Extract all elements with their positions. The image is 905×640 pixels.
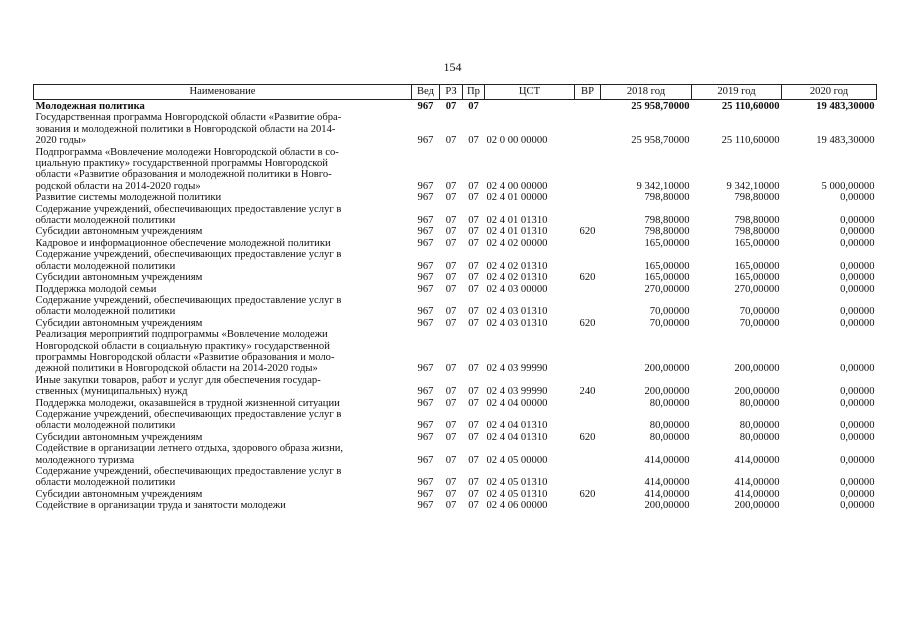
table-body xyxy=(34,100,877,512)
cell-ved: 967 xyxy=(417,283,434,295)
budget-table xyxy=(33,84,877,512)
table-row xyxy=(34,500,877,511)
header-pr: Пр xyxy=(463,85,485,100)
header-year-2020: 2020 год xyxy=(782,85,877,100)
cell-name: Субсидии автономным учреждениям xyxy=(35,272,203,284)
cell-cst: 02 4 05 01310 xyxy=(486,488,548,500)
table-row xyxy=(34,466,877,489)
cell-2019: 798,80000 xyxy=(734,192,780,204)
cell-cst: 02 0 00 00000 xyxy=(486,135,548,147)
cell-pr: 07 xyxy=(468,192,479,204)
cell-pr: 07 xyxy=(468,488,479,500)
cell-rz: 07 xyxy=(445,454,457,466)
cell-rz: 07 xyxy=(445,397,457,409)
cell-ved: 967 xyxy=(417,237,434,249)
cell-rz: 07 xyxy=(445,431,457,443)
cell-2018: 25 958,70000 xyxy=(631,135,690,147)
cell-cst: 02 4 04 01310 xyxy=(486,420,548,432)
cell-2018: 270,00000 xyxy=(644,283,690,295)
cell-pr: 07 xyxy=(468,283,479,295)
cell-vr xyxy=(575,284,601,295)
cell-2018: 25 958,70000 xyxy=(631,101,690,112)
page-number: 154 xyxy=(443,60,462,74)
cell-cst: 02 4 06 00000 xyxy=(486,500,548,512)
cell-cst: 02 4 01 01310 xyxy=(486,226,548,238)
cell-rz: 07 xyxy=(445,135,457,147)
cell-vr xyxy=(575,500,601,511)
cell-rz: 07 xyxy=(445,500,457,512)
cell-2019: 70,00000 xyxy=(739,317,780,329)
cell-rz: 07 xyxy=(445,317,457,329)
cell-2019: 25 110,60000 xyxy=(721,101,780,112)
cell-ved: 967 xyxy=(417,317,434,329)
cell-2019: 414,00000 xyxy=(734,477,780,489)
cell-vr xyxy=(575,409,601,432)
cell-name: Субсидии автономным учреждениям xyxy=(35,431,203,443)
cell-ved: 967 xyxy=(417,431,434,443)
cell-2020: 0,00000 xyxy=(840,317,875,329)
cell-name: Субсидии автономным учреждениям xyxy=(35,317,203,329)
cell-pr: 07 xyxy=(468,215,479,227)
cell-2018: 80,00000 xyxy=(649,397,690,409)
cell-2018: 798,80000 xyxy=(644,226,690,238)
cell-name: Реализация мероприятий подпрограммы «Вовлечение молодежи Новгородской области в социальную практику» государственной программы Новгородской области «Развитие образования и моло- дежной политики в Новгородской области на 2014-2020 годы» xyxy=(35,329,335,375)
cell-2018: 798,80000 xyxy=(644,192,690,204)
table-row xyxy=(34,443,877,466)
table-row xyxy=(34,272,877,283)
cell-rz: 07 xyxy=(445,180,457,192)
cell-2020: 5 000,00000 xyxy=(821,180,875,192)
cell-rz: 07 xyxy=(445,283,457,295)
table-row xyxy=(34,318,877,329)
cell-2018: 165,00000 xyxy=(644,272,690,284)
cell-2019: 165,00000 xyxy=(734,272,780,284)
cell-2020: 19 483,30000 xyxy=(816,101,875,112)
cell-2018: 414,00000 xyxy=(644,488,690,500)
cell-2020: 0,00000 xyxy=(840,215,875,227)
table-row xyxy=(34,284,877,295)
cell-cst: 02 4 03 00000 xyxy=(486,283,548,295)
cell-2020: 0,00000 xyxy=(840,237,875,249)
cell-cst: 02 4 00 00000 xyxy=(486,180,548,192)
cell-rz: 07 xyxy=(445,215,457,227)
cell-name: Государственная программа Новгородской области «Развитие обра- зования и молодежной политики в Новгородской области на 2014- 2020 годы» xyxy=(35,112,342,147)
cell-rz: 07 xyxy=(445,272,457,284)
cell-pr: 07 xyxy=(468,135,479,147)
cell-2018: 70,00000 xyxy=(649,317,690,329)
cell-2019: 165,00000 xyxy=(734,260,780,272)
cell-name: Содержание учреждений, обеспечивающих предоставление услуг в области молодежной политики xyxy=(35,294,342,318)
cell-ved: 967 xyxy=(417,101,434,112)
cell-ved: 967 xyxy=(417,397,434,409)
cell-2020: 0,00000 xyxy=(840,272,875,284)
cell-vr xyxy=(575,112,601,146)
cell-name: Содействие в организации летнего отдыха, здорового образа жизни, молодежного туризма xyxy=(35,443,344,466)
cell-2018: 414,00000 xyxy=(644,477,690,489)
cell-2020: 0,00000 xyxy=(840,283,875,295)
cell-2020: 0,00000 xyxy=(840,363,875,375)
cell-rz: 07 xyxy=(445,237,457,249)
cell-cst: 02 4 03 01310 xyxy=(486,306,548,318)
cell-vr xyxy=(575,398,601,409)
table-row xyxy=(34,375,877,398)
cell-name: Кадровое и информационное обеспечение молодежной политики xyxy=(35,237,331,249)
cell-pr: 07 xyxy=(468,237,479,249)
cell-ved: 967 xyxy=(417,215,434,227)
cell-2020: 0,00000 xyxy=(840,260,875,272)
table-row xyxy=(34,409,877,432)
cell-cst: 02 4 03 01310 xyxy=(486,317,548,329)
cell-ved: 967 xyxy=(417,386,434,398)
cell-2019: 80,00000 xyxy=(739,397,780,409)
cell-vr: 620 xyxy=(579,431,596,443)
cell-cst: 02 4 01 00000 xyxy=(486,192,548,204)
cell-2020: 0,00000 xyxy=(840,226,875,238)
cell-pr: 07 xyxy=(468,431,479,443)
cell-pr: 07 xyxy=(468,363,479,375)
table-row xyxy=(34,249,877,272)
cell-2020: 0,00000 xyxy=(840,386,875,398)
cell-name: Поддержка молодежи, оказавшейся в трудной жизненной ситуации xyxy=(35,397,340,409)
cell-2018: 80,00000 xyxy=(649,431,690,443)
cell-cst: 02 4 03 99990 xyxy=(486,386,548,398)
cell-vr xyxy=(575,100,601,113)
cell-rz: 07 xyxy=(445,306,457,318)
table-row xyxy=(34,238,877,249)
cell-2018: 200,00000 xyxy=(644,386,690,398)
table-row xyxy=(34,100,877,113)
cell-name: Содержание учреждений, обеспечивающих предоставление услуг в области молодежной политики xyxy=(35,408,342,432)
table-row xyxy=(34,147,877,193)
cell-2019: 80,00000 xyxy=(739,431,780,443)
cell-vr: 620 xyxy=(579,317,596,329)
cell-2020: 0,00000 xyxy=(840,192,875,204)
cell-ved: 967 xyxy=(417,488,434,500)
cell-2019: 80,00000 xyxy=(739,420,780,432)
cell-2019: 200,00000 xyxy=(734,386,780,398)
table-row xyxy=(34,329,877,375)
cell-2019: 798,80000 xyxy=(734,226,780,238)
cell-name: Содержание учреждений, обеспечивающих предоставление услуг в области молодежной политики xyxy=(35,466,342,489)
cell-2020: 0,00000 xyxy=(840,477,875,489)
cell-rz: 07 xyxy=(445,488,457,500)
cell-pr: 07 xyxy=(468,260,479,272)
cell-vr: 620 xyxy=(579,272,596,284)
cell-2020: 0,00000 xyxy=(840,454,875,466)
table-row xyxy=(34,204,877,227)
cell-vr xyxy=(575,204,601,227)
table-row xyxy=(34,226,877,237)
cell-2019: 200,00000 xyxy=(734,363,780,375)
cell-pr: 07 xyxy=(468,180,479,192)
cell-2018: 200,00000 xyxy=(644,363,690,375)
header-rz: РЗ xyxy=(440,85,463,100)
cell-2020: 0,00000 xyxy=(840,500,875,512)
cell-2018: 80,00000 xyxy=(649,420,690,432)
cell-2019: 25 110,60000 xyxy=(721,135,780,147)
cell-vr xyxy=(575,238,601,249)
table-row xyxy=(34,192,877,203)
cell-rz: 07 xyxy=(445,226,457,238)
table-row xyxy=(34,489,877,500)
cell-2018: 798,80000 xyxy=(644,215,690,227)
cell-2020: 19 483,30000 xyxy=(816,135,875,147)
cell-pr: 07 xyxy=(468,386,479,398)
table-row xyxy=(34,112,877,146)
cell-2019: 270,00000 xyxy=(734,283,780,295)
header-row xyxy=(34,85,877,100)
cell-ved: 967 xyxy=(417,454,434,466)
cell-2020: 0,00000 xyxy=(840,431,875,443)
cell-2020: 0,00000 xyxy=(840,488,875,500)
cell-2018: 70,00000 xyxy=(649,306,690,318)
cell-ved: 967 xyxy=(417,135,434,147)
cell-name: Молодежная политика xyxy=(35,101,145,112)
header-vr: ВР xyxy=(575,85,601,100)
cell-name: Содействие в организации труда и занятости молодежи xyxy=(35,500,286,512)
cell-cst: 02 4 04 01310 xyxy=(486,431,548,443)
cell-pr: 07 xyxy=(468,454,479,466)
cell-cst: 02 4 02 01310 xyxy=(486,272,548,284)
header-ved: Вед xyxy=(412,85,440,100)
table-row xyxy=(34,295,877,318)
cell-pr: 07 xyxy=(468,317,479,329)
cell-name: Субсидии автономным учреждениям xyxy=(35,488,203,500)
cell-name: Подпрограмма «Вовлечение молодежи Новгородской области в со- циальную практику» государственной программы Новгородской области «Развитие образования и молодежной политики в Новго- родской области на 2014-2020 годы» xyxy=(35,146,339,192)
cell-pr: 07 xyxy=(468,477,479,489)
cell-2019: 70,00000 xyxy=(739,306,780,318)
cell-rz: 07 xyxy=(445,420,457,432)
cell-vr xyxy=(575,249,601,272)
cell-vr: 620 xyxy=(579,488,596,500)
cell-name: Поддержка молодой семьи xyxy=(35,283,157,295)
cell-ved: 967 xyxy=(417,192,434,204)
table-header xyxy=(34,85,877,100)
cell-cst: 02 4 05 00000 xyxy=(486,454,548,466)
cell-rz: 07 xyxy=(445,363,457,375)
cell-pr: 07 xyxy=(468,272,479,284)
cell-ved: 967 xyxy=(417,477,434,489)
cell-ved: 967 xyxy=(417,420,434,432)
header-year-2019: 2019 год xyxy=(692,85,782,100)
cell-cst: 02 4 03 99990 xyxy=(486,363,548,375)
cell-vr xyxy=(575,295,601,318)
cell-2018: 165,00000 xyxy=(644,237,690,249)
cell-2019: 200,00000 xyxy=(734,500,780,512)
cell-name: Субсидии автономным учреждениям xyxy=(35,226,203,238)
cell-rz: 07 xyxy=(445,260,457,272)
cell-rz: 07 xyxy=(445,386,457,398)
cell-2020: 0,00000 xyxy=(840,306,875,318)
cell-ved: 967 xyxy=(417,226,434,238)
cell-ved: 967 xyxy=(417,306,434,318)
cell-2018: 200,00000 xyxy=(644,500,690,512)
cell-vr xyxy=(575,466,601,489)
header-year-2018: 2018 год xyxy=(601,85,692,100)
cell-name: Содержание учреждений, обеспечивающих предоставление услуг в области молодежной политики xyxy=(35,249,342,272)
cell-vr xyxy=(575,329,601,375)
table-row xyxy=(34,398,877,409)
cell-name: Содержание учреждений, обеспечивающих предоставление услуг в области молодежной политики xyxy=(35,203,342,227)
cell-2019: 414,00000 xyxy=(734,454,780,466)
cell-cst: 02 4 02 00000 xyxy=(486,237,548,249)
cell-2018: 414,00000 xyxy=(644,454,690,466)
cell-rz: 07 xyxy=(445,192,457,204)
cell-pr: 07 xyxy=(468,101,479,112)
cell-pr: 07 xyxy=(468,420,479,432)
cell-pr: 07 xyxy=(468,306,479,318)
cell-2019: 165,00000 xyxy=(734,237,780,249)
cell-2020: 0,00000 xyxy=(840,420,875,432)
header-cst: ЦСТ xyxy=(485,85,575,100)
cell-cst: 02 4 01 01310 xyxy=(486,215,548,227)
cell-ved: 967 xyxy=(417,500,434,512)
cell-ved: 967 xyxy=(417,260,434,272)
cell-cst: 02 4 02 01310 xyxy=(486,260,548,272)
cell-cst: 02 4 05 01310 xyxy=(486,477,548,489)
cell-vr: 240 xyxy=(579,386,596,398)
cell-vr: 620 xyxy=(579,226,596,238)
cell-pr: 07 xyxy=(468,226,479,238)
cell-2019: 414,00000 xyxy=(734,488,780,500)
cell-rz: 07 xyxy=(445,477,457,489)
cell-pr: 07 xyxy=(468,500,479,512)
table-row xyxy=(34,432,877,443)
cell-2019: 798,80000 xyxy=(734,215,780,227)
cell-name: Иные закупки товаров, работ и услуг для обеспечения государ- ственных (муниципальных) нужд xyxy=(35,374,321,398)
cell-cst xyxy=(485,100,575,113)
cell-vr xyxy=(575,443,601,466)
cell-vr xyxy=(575,192,601,203)
cell-2018: 165,00000 xyxy=(644,260,690,272)
cell-ved: 967 xyxy=(417,272,434,284)
cell-pr: 07 xyxy=(468,397,479,409)
cell-ved: 967 xyxy=(417,180,434,192)
cell-name: Развитие системы молодежной политики xyxy=(35,192,222,204)
cell-ved: 967 xyxy=(417,363,434,375)
cell-rz: 07 xyxy=(445,101,457,112)
header-name: Наименование xyxy=(34,85,412,100)
cell-2019: 9 342,10000 xyxy=(726,180,780,192)
cell-2018: 9 342,10000 xyxy=(636,180,690,192)
cell-2020: 0,00000 xyxy=(840,397,875,409)
cell-cst: 02 4 04 00000 xyxy=(486,397,548,409)
cell-vr xyxy=(575,147,601,193)
